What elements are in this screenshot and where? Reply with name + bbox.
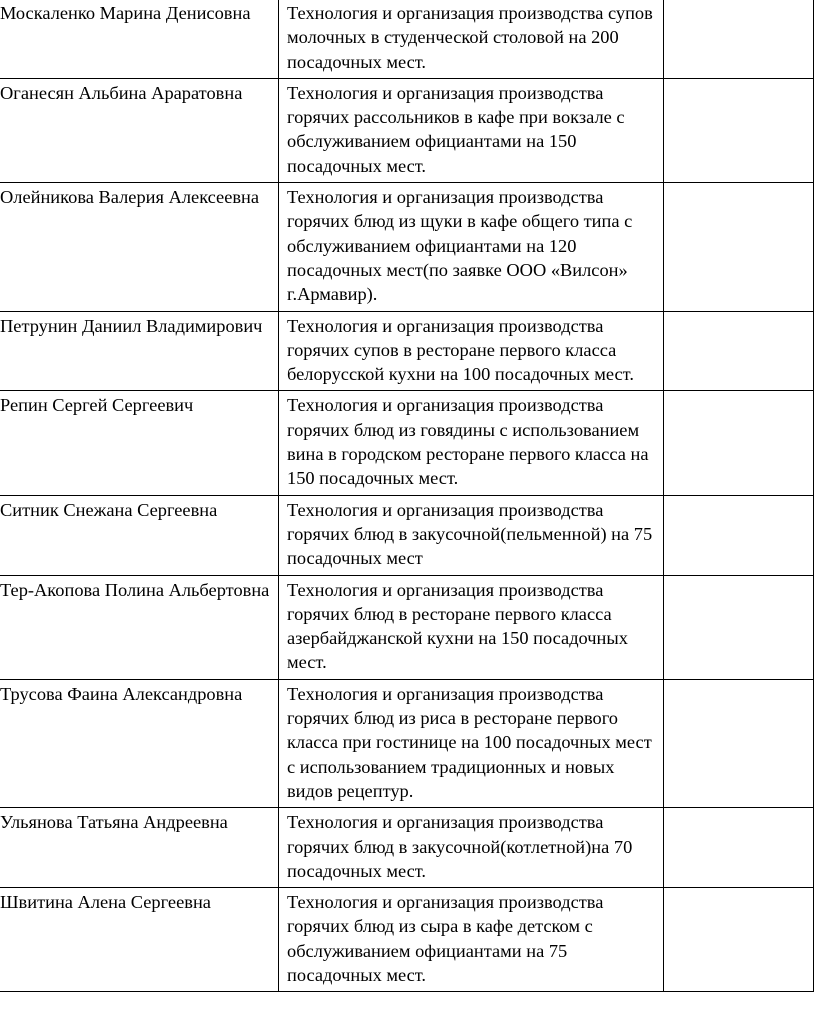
table-row [0, 311, 814, 391]
thesis-topic: Технология и организация производства горячих блюд в закусочной(пельменной) на 75 посадочных мест [279, 495, 664, 575]
empty-cell [664, 808, 814, 888]
table-row [0, 575, 814, 679]
thesis-topic: Технология и организация производства горячих блюд из сыра в кафе детском с обслуживанием официантами на 75 посадочных мест. [279, 888, 664, 992]
empty-cell [664, 0, 814, 78]
student-name: Москаленко Марина Денисовна [0, 0, 279, 78]
empty-cell [664, 391, 814, 495]
student-name: Ульянова Татьяна Андреевна [0, 808, 279, 888]
table-row [0, 78, 814, 182]
thesis-topic: Технология и организация производства горячих блюд из риса в ресторане первого класса при гостинице на 100 посадочных мест с использованием традиционных и новых видов рецептур. [279, 679, 664, 807]
empty-cell [664, 679, 814, 807]
student-name: Оганесян Альбина Араратовна [0, 78, 279, 182]
thesis-topic: Технология и организация производства горячих блюд из говядины с использованием вина в городском ресторане первого класса на 150 посадочных мест. [279, 391, 664, 495]
student-name: Олейникова Валерия Алексеевна [0, 183, 279, 311]
student-name: Ситник Снежана Сергеевна [0, 495, 279, 575]
empty-cell [664, 78, 814, 182]
student-name: Тер-Акопова Полина Альбертовна [0, 575, 279, 679]
thesis-topic: Технология и организация производства горячих блюд в закусочной(котлетной)на 70 посадочных мест. [279, 808, 664, 888]
table-row [0, 808, 814, 888]
student-name: Трусова Фаина Александровна [0, 679, 279, 807]
empty-cell [664, 575, 814, 679]
empty-cell [664, 888, 814, 992]
table-row [0, 495, 814, 575]
thesis-topic: Технология и организация производства горячих блюд из щуки в кафе общего типа с обслуживанием официантами на 120 посадочных мест(по заявке ООО «Вилсон» г.Армавир). [279, 183, 664, 311]
student-name: Петрунин Даниил Владимирович [0, 311, 279, 391]
thesis-topic: Технология и организация производства супов молочных в студенческой столовой на 200 посадочных мест. [279, 0, 664, 78]
table-row [0, 391, 814, 495]
table-row [0, 183, 814, 311]
table-row [0, 888, 814, 992]
empty-cell [664, 495, 814, 575]
empty-cell [664, 183, 814, 311]
thesis-topic: Технология и организация производства горячих рассольников в кафе при вокзале с обслуживанием официантами на 150 посадочных мест. [279, 78, 664, 182]
student-name: Швитина Алена Сергеевна [0, 888, 279, 992]
thesis-topic: Технология и организация производства горячих блюд в ресторане первого класса азербайджанской кухни на 150 посадочных мест. [279, 575, 664, 679]
thesis-topic: Технология и организация производства горячих супов в ресторане первого класса белорусской кухни на 100 посадочных мест. [279, 311, 664, 391]
student-name: Репин Сергей Сергеевич [0, 391, 279, 495]
empty-cell [664, 311, 814, 391]
table-row [0, 0, 814, 78]
table-row [0, 679, 814, 807]
